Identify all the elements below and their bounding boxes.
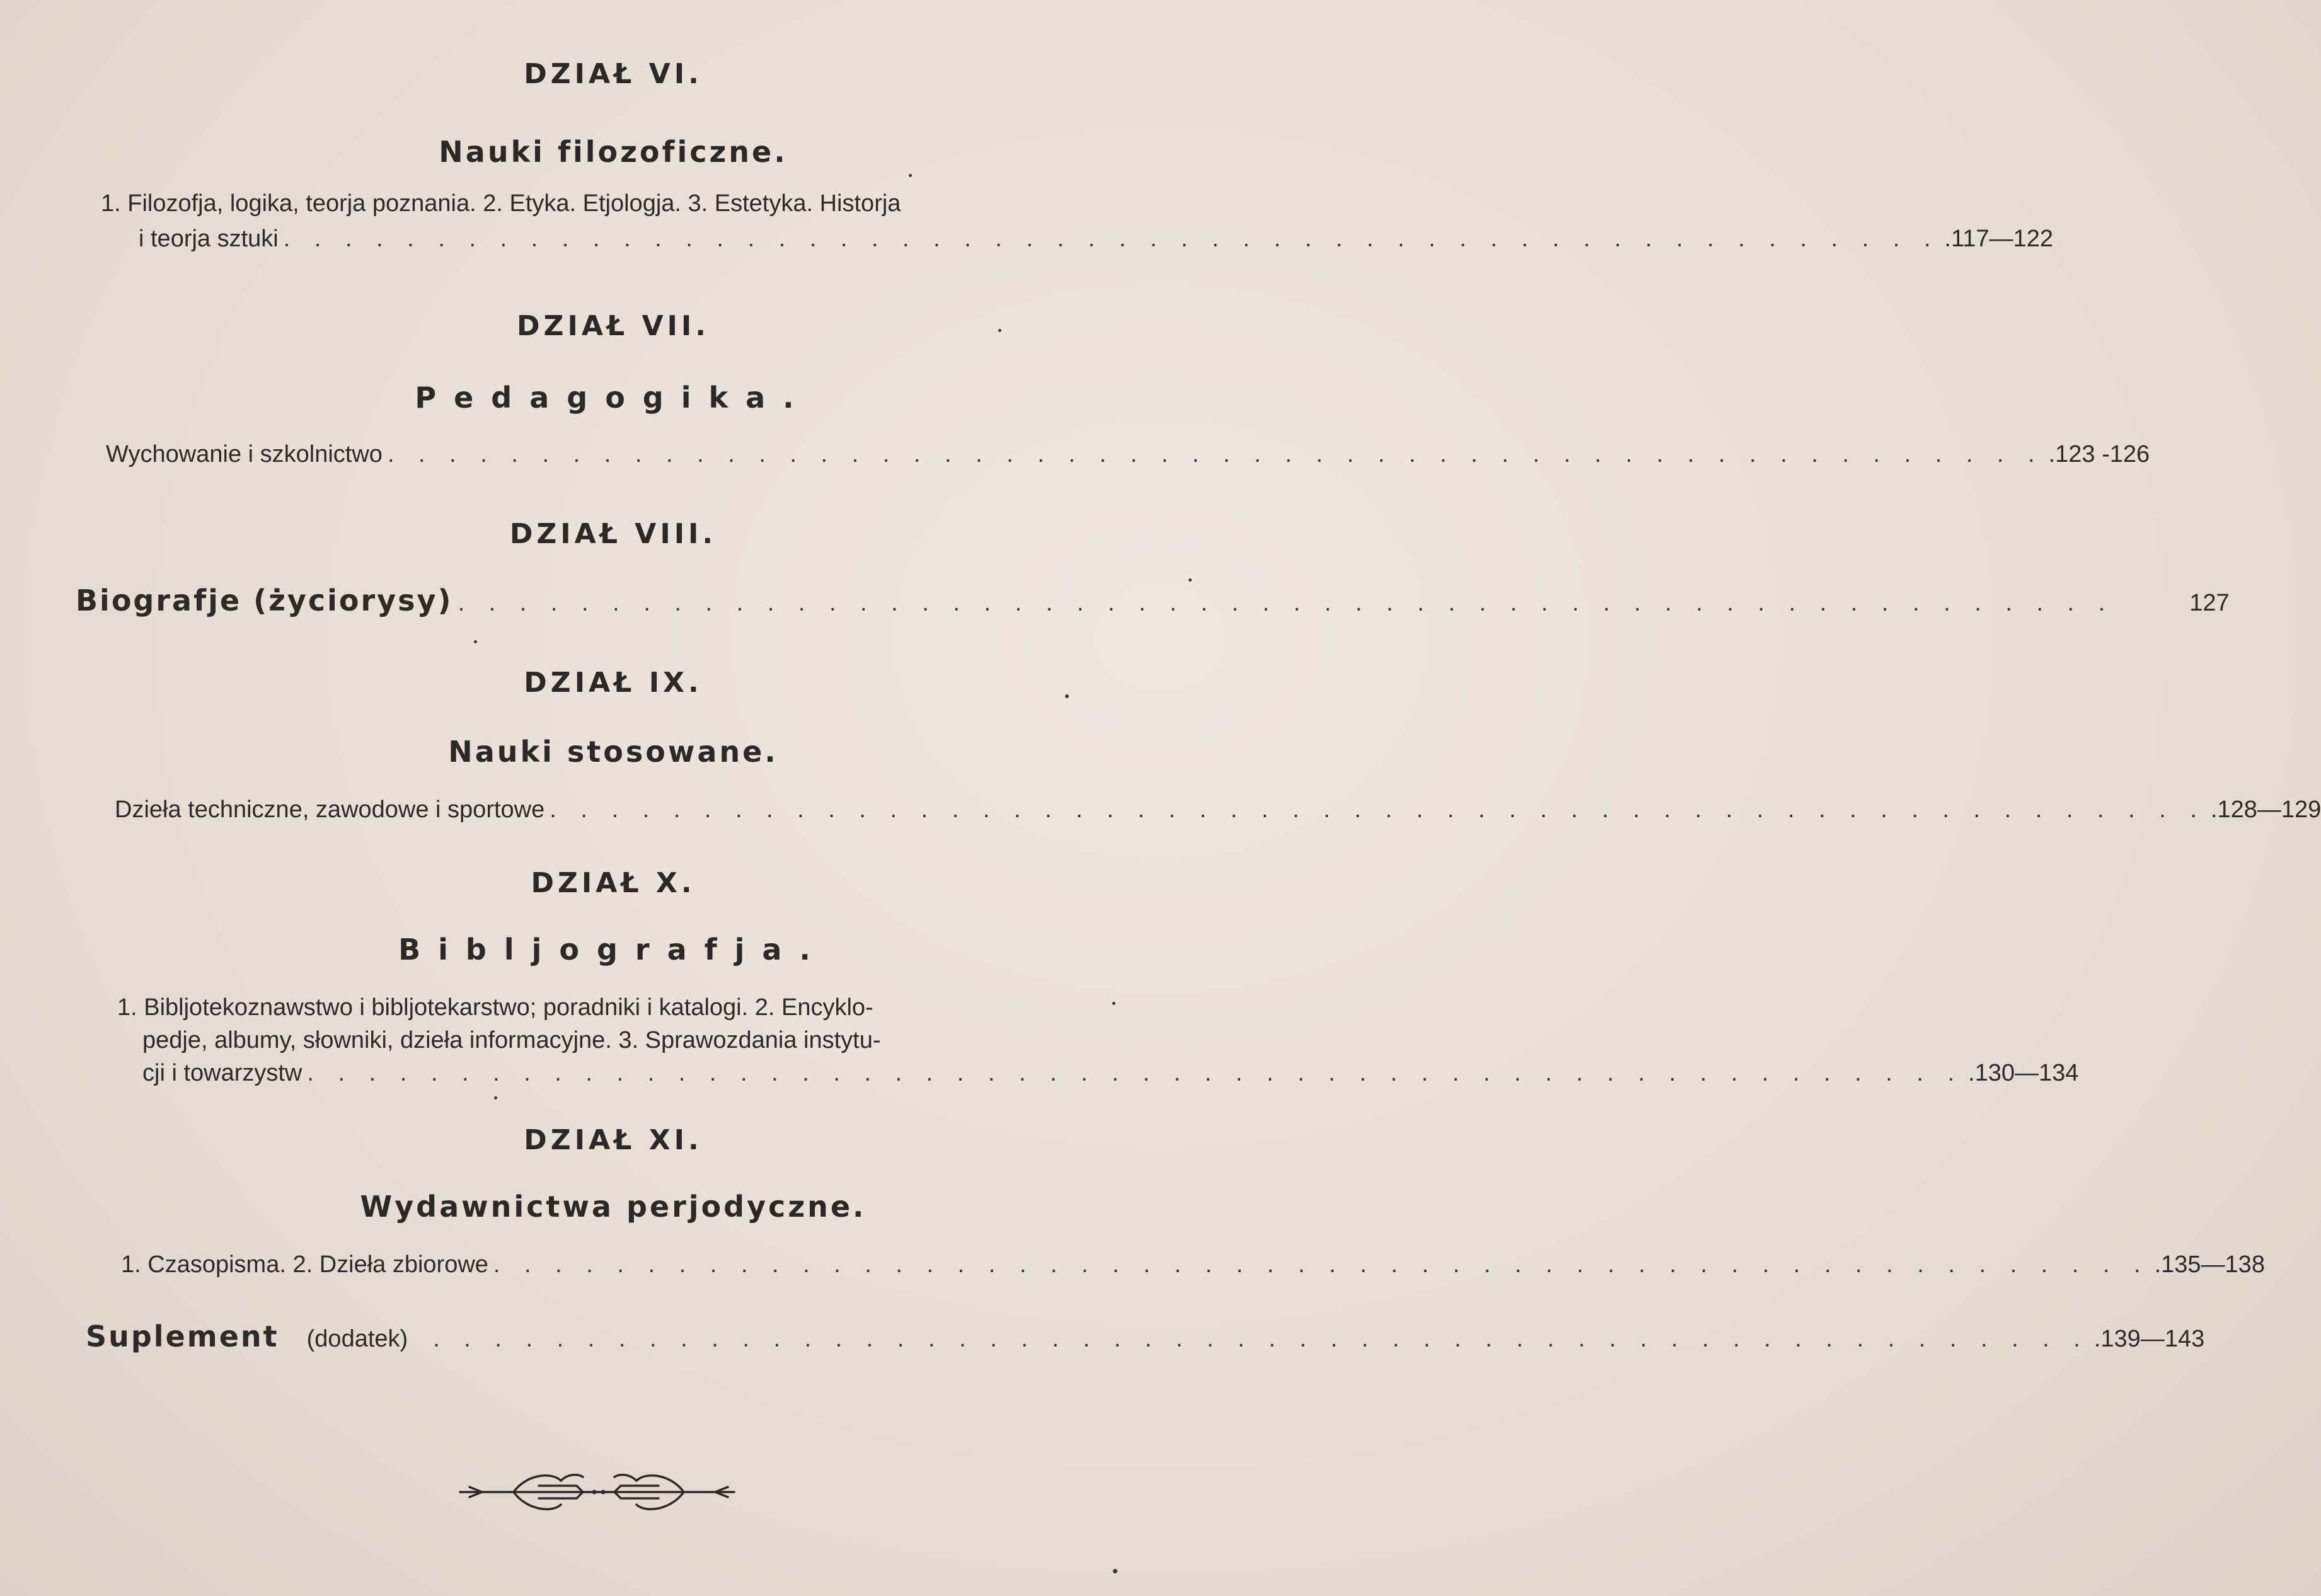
toc-entry-ix — [115, 796, 2321, 824]
toc-entry-supplement — [86, 1319, 2205, 1353]
page-range: .123 -126 — [2048, 441, 2150, 468]
entry-text: Biografje (życiorysy) — [76, 583, 453, 617]
ornament-icon — [457, 1455, 740, 1531]
entry-line: pedje, albumy, słowniki, dzieła informacyjne. 3. Sprawozdania instytu- — [142, 1027, 881, 1053]
section-heading-xi: DZIAŁ XI. — [524, 1124, 703, 1156]
toc-entry-vii — [106, 441, 2150, 468]
entry-text: i teorja sztuki — [139, 226, 279, 252]
page-range: .128—129 — [2210, 796, 2321, 823]
section-heading-vii: DZIAŁ VII. — [517, 310, 710, 342]
page-range: .135—138 — [2154, 1251, 2265, 1278]
dot-leader: . . . . . . . . . . . . . . . . . . . . . . . . . . . . . . . . . . . . . . . . . . . . . . . . . . . . . . — [493, 1251, 2150, 1278]
section-heading-ix: DZIAŁ IX. — [524, 667, 703, 699]
supplement-note: (dodatek) — [306, 1326, 408, 1352]
paper-speck — [909, 174, 912, 177]
section-heading-viii: DZIAŁ VIII. — [509, 518, 717, 550]
page-range: .139—143 — [2094, 1326, 2205, 1352]
page-range: .130—134 — [1968, 1060, 2079, 1086]
section-title-x: Bibljografja. — [398, 933, 828, 967]
section-title-vii: Pedagogika. — [415, 381, 812, 415]
dot-leader: . . . . . . . . . . . . . . . . . . . . . . . . . . . . . . . . . . . . . . . . . . . . . . . . . . . . . . — [458, 590, 2114, 616]
toc-entry-vi — [139, 226, 2053, 253]
section-heading-x: DZIAŁ X. — [531, 867, 696, 899]
section-title-vi: Nauki filozoficzne. — [439, 135, 788, 169]
toc-entry-xi — [121, 1251, 2265, 1278]
paper-speck — [494, 1096, 497, 1099]
supplement-title: Suplement — [86, 1319, 279, 1353]
section-title-xi: Wydawnictwa perjodyczne. — [360, 1190, 867, 1224]
page-range: 127 — [2189, 590, 2230, 616]
entry-line: 1. Bibljotekoznawstwo i bibljotekarstwo; poradniki i katalogi. 2. Encyklo- — [117, 994, 873, 1021]
paper-speck — [1112, 1002, 1115, 1005]
entry-line: 1. Filozofja, logika, teorja poznania. 2. Etyka. Etjologja. 3. Estetyka. Historja — [101, 190, 901, 217]
dot-leader: . . . . . . . . . . . . . . . . . . . . . . . . . . . . . . . . . . . . . . . . . . . . . . . . . . . . . . — [433, 1326, 2089, 1352]
paper-speck — [998, 329, 1001, 332]
dot-leader: . . . . . . . . . . . . . . . . . . . . . . . . . . . . . . . . . . . . . . . . . . . . . . . . . . . . . . — [307, 1060, 1964, 1086]
section-heading-vi: DZIAŁ VI. — [524, 58, 703, 90]
section-title-ix: Nauki stosowane. — [448, 735, 778, 769]
paper-speck — [1113, 1569, 1117, 1573]
toc-entry-x — [142, 1060, 2079, 1087]
entry-text: 1. Czasopisma. 2. Dzieła zbiorowe — [121, 1251, 488, 1278]
dot-leader: . . . . . . . . . . . . . . . . . . . . . . . . . . . . . . . . . . . . . . . . . . . . . . . . . . . . . . — [550, 796, 2206, 823]
page-range: .117—122 — [1944, 226, 2053, 252]
toc-entry-viii — [76, 583, 2230, 617]
dot-leader: . . . . . . . . . . . . . . . . . . . . . . . . . . . . . . . . . . . . . . . . . . . . . . . . . . . . . . — [387, 441, 2044, 468]
entry-text: Dzieła techniczne, zawodowe i sportowe — [115, 796, 545, 823]
paper-speck — [1065, 694, 1069, 698]
entry-text: Wychowanie i szkolnictwo — [106, 441, 383, 468]
paper-speck — [474, 640, 477, 643]
entry-text: cji i towarzystw — [142, 1060, 302, 1086]
dot-leader: . . . . . . . . . . . . . . . . . . . . . . . . . . . . . . . . . . . . . . . . . . . . . . . . . . . . . . — [283, 226, 1940, 252]
paper-speck — [1189, 578, 1192, 582]
